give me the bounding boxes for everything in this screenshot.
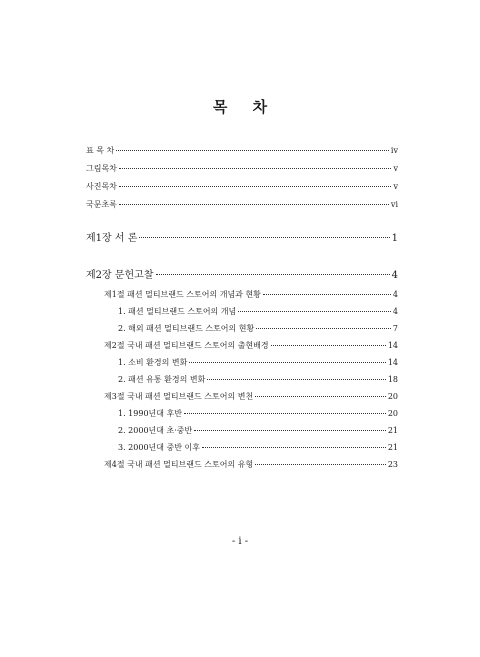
dot-leader bbox=[194, 430, 386, 431]
toc-entry-page: 1 bbox=[391, 233, 398, 244]
toc-entry-subsection[interactable] bbox=[118, 375, 398, 385]
dot-leader bbox=[263, 294, 391, 295]
dot-leader bbox=[119, 168, 392, 169]
dot-leader bbox=[116, 150, 389, 151]
toc-entry-page: 14 bbox=[387, 341, 398, 350]
dot-leader bbox=[184, 413, 386, 414]
toc-entry-section-3[interactable] bbox=[104, 392, 398, 402]
toc-entry-chapter-1[interactable] bbox=[86, 233, 398, 245]
toc-entry-subsection[interactable] bbox=[118, 307, 398, 317]
dot-leader bbox=[207, 379, 385, 380]
dot-leader bbox=[255, 396, 386, 397]
dot-leader bbox=[271, 345, 386, 346]
dot-leader bbox=[255, 464, 386, 465]
toc-entry-label: 2. 패션 유통 환경의 변화 bbox=[118, 375, 206, 384]
toc-entry-label: 사진목차 bbox=[86, 182, 117, 191]
dot-leader bbox=[156, 274, 390, 275]
toc-entry-page: 20 bbox=[387, 409, 398, 418]
toc-entry-label: 표 목 차 bbox=[86, 146, 115, 155]
dot-leader bbox=[119, 186, 392, 187]
toc-entry-subsection[interactable] bbox=[118, 358, 398, 368]
dot-leader bbox=[256, 328, 391, 329]
toc-entry-label: 제1절 패션 멀티브랜드 스토어의 개념과 현황 bbox=[104, 290, 261, 299]
toc-entry-label: 제3절 국내 패션 멀티브랜드 스토어의 변천 bbox=[104, 392, 254, 401]
dot-leader bbox=[139, 237, 389, 238]
toc-entry-label: 제4절 국내 패션 멀티브랜드 스토어의 유형 bbox=[104, 460, 254, 469]
toc-entry-page: v bbox=[393, 164, 398, 173]
toc-entry-label: 제2장 문헌고찰 bbox=[86, 270, 154, 281]
toc-entry-page: 23 bbox=[387, 460, 398, 469]
toc-entry-section-2[interactable] bbox=[104, 341, 398, 351]
dot-leader bbox=[202, 447, 386, 448]
toc-entry-abstract[interactable] bbox=[86, 200, 398, 210]
toc-entry-label: 그림목차 bbox=[86, 164, 117, 173]
toc-entry-subsection[interactable] bbox=[118, 324, 398, 334]
toc-entry-label: 제1장 서 론 bbox=[86, 233, 138, 244]
toc-entry-page: iv bbox=[390, 146, 398, 155]
dot-leader bbox=[189, 362, 385, 363]
toc-entry-label: 2. 2000년대 초·중반 bbox=[118, 426, 193, 435]
toc-entry-subsection[interactable] bbox=[118, 409, 398, 419]
toc-entry-label: 1. 패션 멀티브랜드 스토어의 개념 bbox=[118, 307, 237, 316]
toc-entry-figure-list[interactable] bbox=[86, 164, 398, 174]
toc-entry-label: 1. 소비 환경의 변화 bbox=[118, 358, 188, 367]
toc-entry-label: 3. 2000년대 중반 이후 bbox=[118, 443, 200, 452]
toc-entry-label: 국문초록 bbox=[86, 200, 117, 209]
dot-leader bbox=[238, 311, 391, 312]
toc-entry-section-4[interactable] bbox=[104, 460, 398, 470]
page-number-footer: - i - bbox=[231, 536, 249, 547]
toc-entry-page: 7 bbox=[392, 324, 398, 333]
toc-entry-page: 4 bbox=[392, 307, 398, 316]
toc-entry-table-list[interactable] bbox=[86, 146, 398, 156]
dot-leader bbox=[119, 204, 389, 205]
page-title: 목 차 bbox=[212, 98, 268, 116]
toc-entry-page: 14 bbox=[387, 358, 398, 367]
toc-entry-page: 21 bbox=[387, 426, 398, 435]
toc-entry-page: 4 bbox=[392, 290, 398, 299]
toc-entry-subsection[interactable] bbox=[118, 426, 398, 436]
toc-entry-page: vi bbox=[390, 200, 398, 209]
toc-entry-chapter-2[interactable] bbox=[86, 270, 398, 282]
toc-entry-label: 2. 해외 패션 멀티브랜드 스토어의 현황 bbox=[118, 324, 255, 333]
toc-entry-page: 4 bbox=[391, 270, 398, 281]
toc-entry-photo-list[interactable] bbox=[86, 182, 398, 192]
toc-entry-label: 제2절 국내 패션 멀티브랜드 스토어의 출현배경 bbox=[104, 341, 269, 350]
toc-entry-label: 1. 1990년대 후반 bbox=[118, 409, 182, 418]
toc-entry-page: 18 bbox=[387, 375, 398, 384]
toc-entry-section-1[interactable] bbox=[104, 290, 398, 300]
toc-entry-subsection[interactable] bbox=[118, 443, 398, 453]
toc-entry-page: 20 bbox=[387, 392, 398, 401]
toc-entry-page: v bbox=[393, 182, 398, 191]
toc-entry-page: 21 bbox=[387, 443, 398, 452]
